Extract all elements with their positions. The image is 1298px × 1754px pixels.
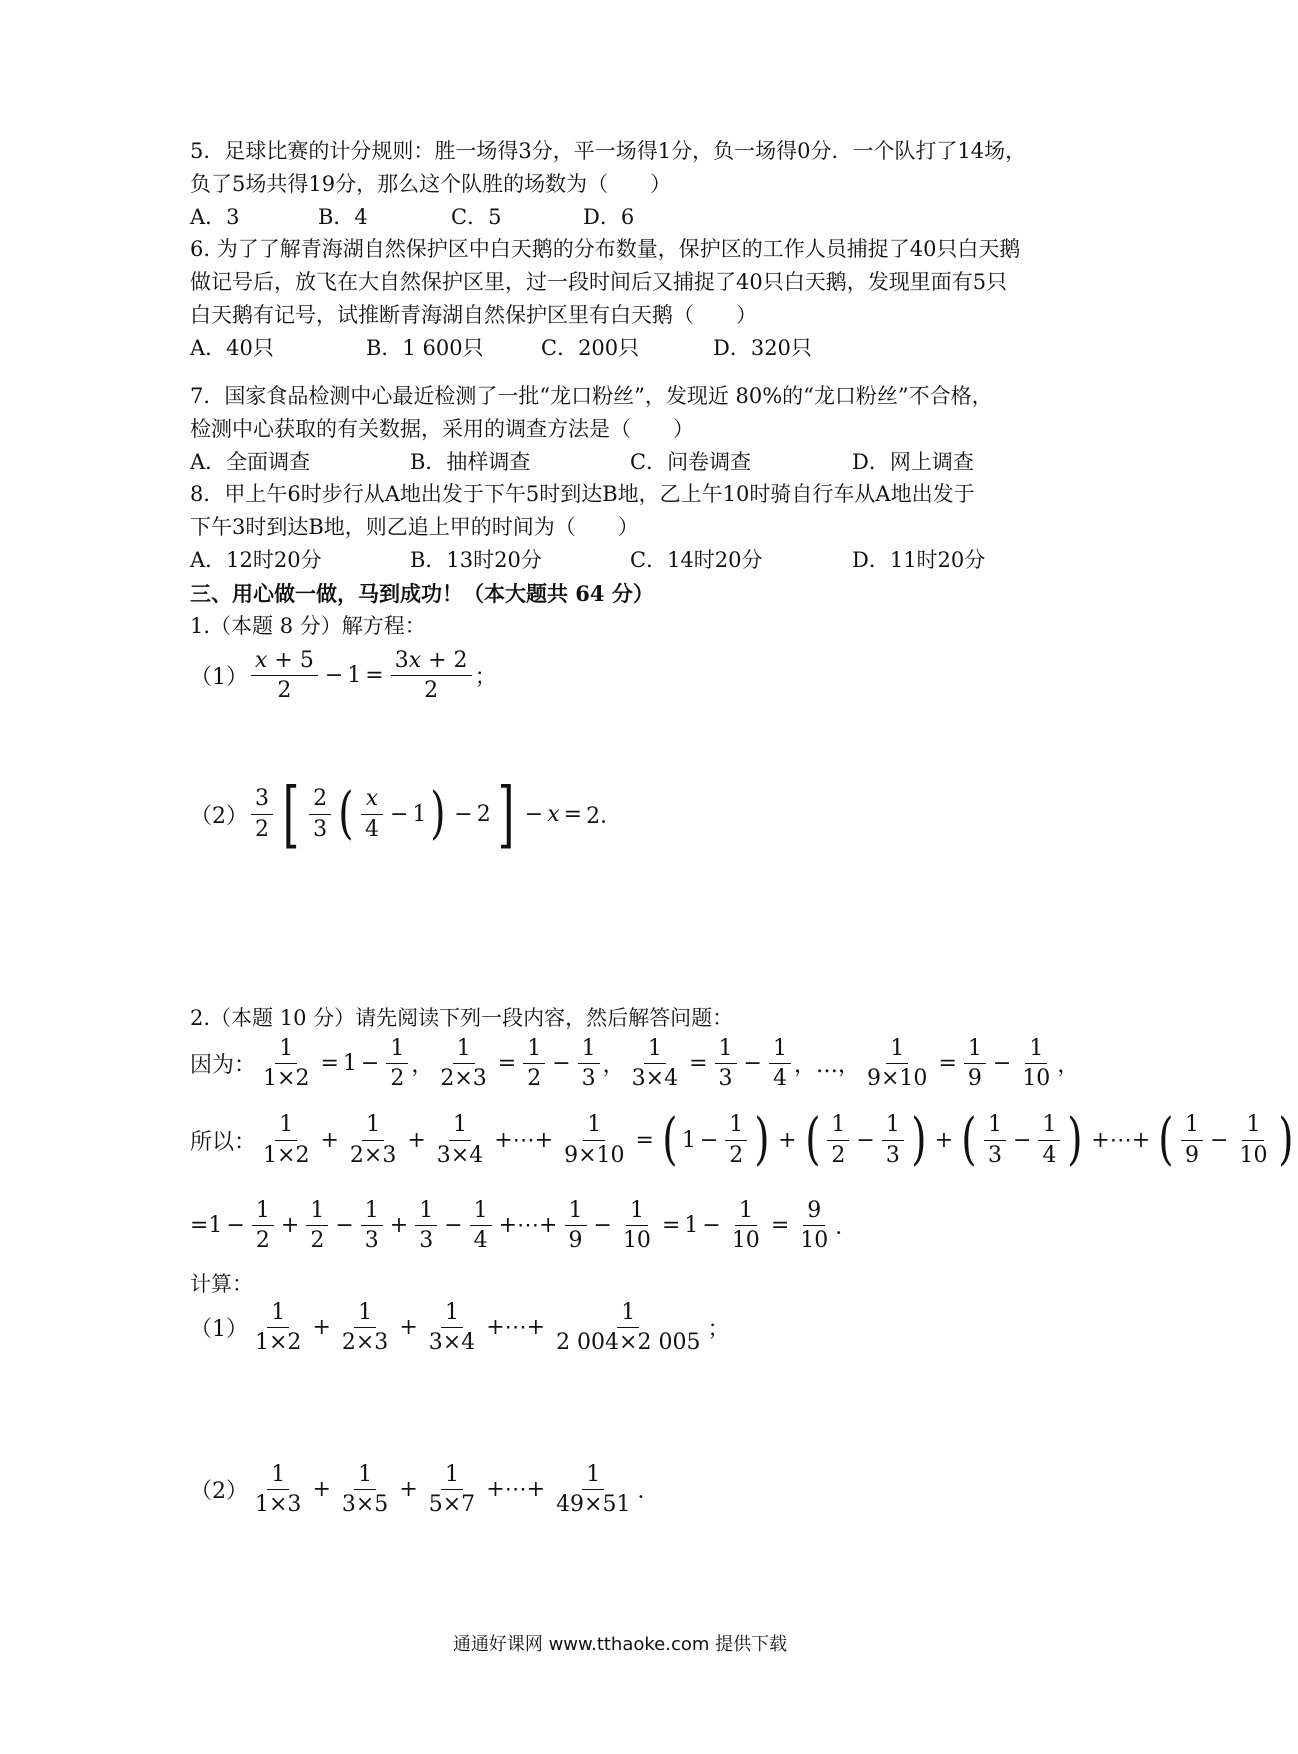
compute-2-label: （2） [190,1479,248,1505]
q5-option-d: D．6 [583,205,635,229]
equation-2-label: （2） [190,803,248,829]
equation-2: （2） $\frac{3}{2}$ [ $\frac{2}{3}$ ( $\frac{x}{4}$ − 1 ) − 2 ] − x = 2． [190,772,623,856]
q5-line1: 5．足球比赛的计分规则：胜一场得3分，平一场得1分，负一场得0分．一个队打了14场， [190,139,1027,163]
page-footer: 通通好课网 www.tthaoke.com 提供下载 [452,1634,788,1655]
q6-line2: 做记号后，放飞在大自然保护区里，过一段时间后又捕捉了40只白天鹅，发现里面有5只 [190,270,1008,294]
therefore-label: 所以： [190,1129,257,1155]
q8-options [190,544,1070,577]
therefore-line: 所以： $\frac{1}{1\times 2}$ + $\frac{1}{2\times 3}$ + $\frac{1}{3\times 4}$ +⋯+ $\frac{1}{9\times 10}$ = ( 1 − $\frac{1}{2}$ ) + ( $\frac{1}{2}$ − $\frac{1}{3}$ ) + ( $\frac{1}{3}$ − $\frac{1}{4}$ ) +⋯+ ( $\frac{1}{9}$ − $\frac{1}{10}$ ) [190,1107,1295,1172]
compute-1-last-denominator: 2 004×2 005 [556,1330,701,1356]
section-3-title: 三、用心做一做，马到成功！（本大题共 64 分） [190,581,654,606]
q8-line1: 8．甲上午6时步行从A地出发于下午5时到达B地，乙上午10时骑自行车从A地出发于 [190,482,975,506]
sum-result-line: =1 − $\frac{1}{2}$ + $\frac{1}{2}$ − $\frac{1}{3}$ + $\frac{1}{3}$ − $\frac{1}{4}$ +⋯+ $\frac{1}{9}$ − $\frac{1}{10}$ = 1 − $\frac{1}{10}$ = $\frac{9}{10}$ ． [190,1198,858,1254]
q7-option-c: C．问卷调查 [630,450,752,474]
fraction: $\frac{x + 5}{2}$ [251,648,318,704]
equation-1-label: （1） [190,665,248,691]
q5-line2: 负了5场共得19分，那么这个队胜的场数为（ ） [190,172,672,196]
because-line: 因为： $\frac{1}{1\times 2}$ = 1 − $\frac{1}{2}$ ， $\frac{1}{2\times 3}$ = $\frac{1}{2}$ − $\frac{1}{3}$ ， $\frac{1}{3\times 4}$ = $\frac{1}{3}$ − $\frac{1}{4}$ ，…， $\frac{1}{9\times 10}$ = $\frac{1}{9}$ − $\frac{1}{10}$ ， [190,1036,1080,1092]
q7-options [190,446,1070,479]
compute-1-label: （1） [190,1317,248,1343]
fraction: $\frac{2}{3}$ [309,786,331,842]
compute-1: （1） $\frac{1}{1\times 2}$ + $\frac{1}{2\times 3}$ + $\frac{1}{3\times 4}$ +⋯+ $\frac{1}{2 004\times 2 005}$ ； [190,1300,730,1356]
q8-option-c: C．14时20分 [630,548,763,572]
q5-option-b: B．4 [318,205,368,229]
equation-1: （1） $\frac{x + 5}{2}$ − 1 = $\frac{3x + 2}{2}$ ； [190,648,497,704]
question-8 [190,478,1070,577]
problem-1-heading: 1.（本题 8 分）解方程： [190,614,426,638]
q7-option-d: D．网上调查 [852,450,974,474]
q6-line3: 白天鹅有记号，试推断青海湖自然保护区里有白天鹅（ ） [190,303,757,327]
q5-option-c: C．5 [451,205,502,229]
q6-option-d: D．320只 [713,336,812,360]
q7-option-a: A．全面调查 [190,450,311,474]
q6-option-b: B．1 600只 [366,336,484,360]
q7-line2: 检测中心获取的有关数据，采用的调查方法是（ ） [190,417,694,441]
question-7 [190,380,1070,479]
question-5 [190,135,1070,234]
q6-option-c: C．200只 [541,336,640,360]
compute-label: 计算： [190,1272,253,1296]
problem-2-heading: 2.（本题 10 分）请先阅读下列一段内容，然后解答问题： [190,1006,734,1030]
q7-line1: 7．国家食品检测中心最近检测了一批“龙口粉丝”，发现近 80%的“龙口粉丝”不合格， [190,384,993,408]
question-6 [190,233,1070,365]
q8-line2: 下午3时到达B地，则乙追上甲的时间为（ ） [190,515,639,539]
q5-options [190,201,1070,234]
fraction: $\frac{3}{2}$ [251,786,273,842]
q8-option-d: D．11时20分 [852,548,986,572]
q8-option-b: B．13时20分 [410,548,542,572]
q7-option-b: B．抽样调查 [410,450,531,474]
fraction: $\frac{3x + 2}{2}$ [391,648,472,704]
compute-2: （2） $\frac{1}{1\times 3}$ + $\frac{1}{3\times 5}$ + $\frac{1}{5\times 7}$ +⋯+ $\frac{1}{49\times 51}$ ． [190,1462,660,1518]
compute-2-last-denominator: 49×51 [556,1492,631,1518]
q5-option-a: A．3 [190,205,240,229]
q6-options [190,332,1070,365]
because-label: 因为： [190,1053,257,1079]
q8-option-a: A．12时20分 [190,548,322,572]
q6-option-a: A．40只 [190,336,274,360]
fraction: $\frac{x}{4}$ [361,786,383,842]
q6-line1: 6. 为了了解青海湖自然保护区中白天鹅的分布数量，保护区的工作人员捕捉了40只白天鹅 [190,237,1021,261]
